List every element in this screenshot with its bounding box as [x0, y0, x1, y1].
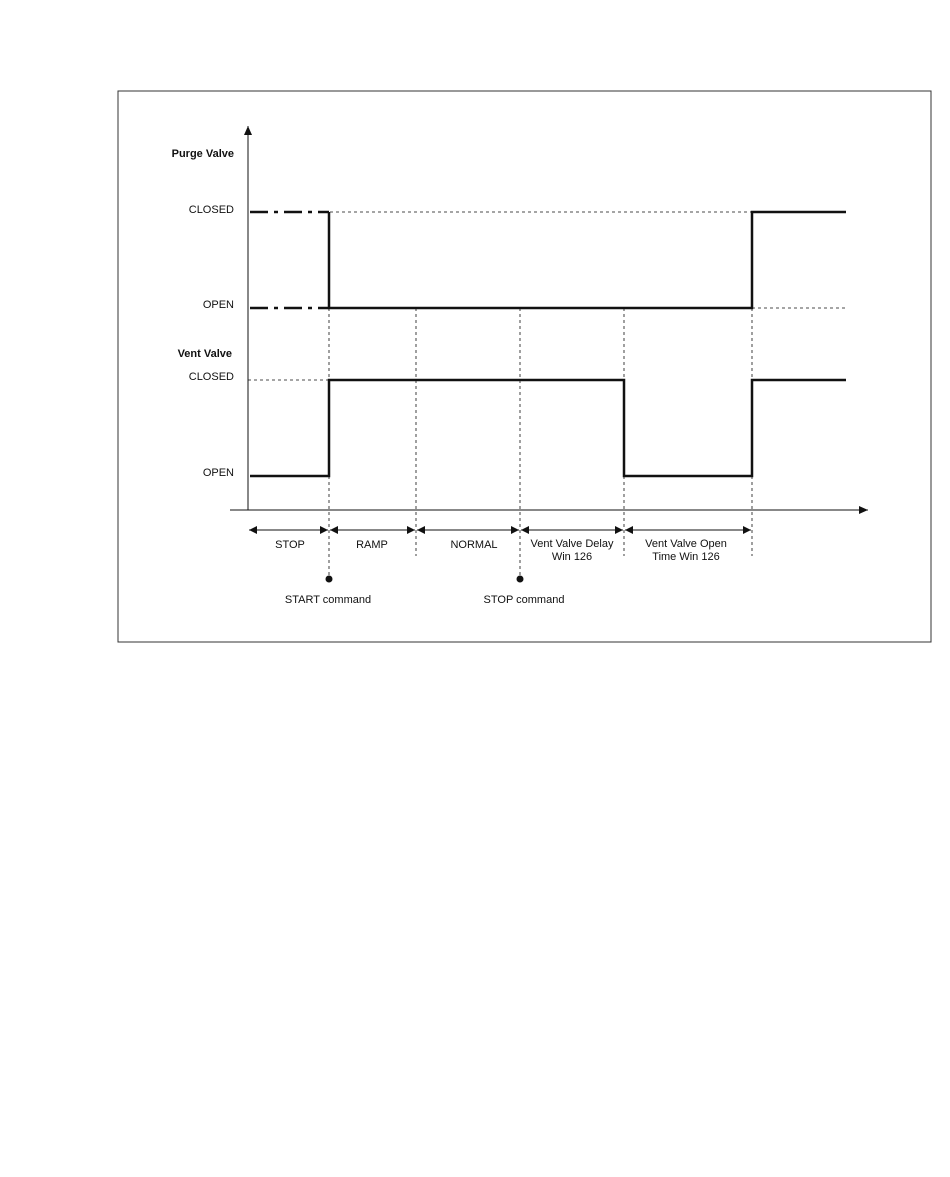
phase-label-vent-open-2: Time Win 126 — [652, 551, 720, 563]
phase-label-ramp: RAMP — [356, 539, 388, 551]
start-command-label: START command — [284, 594, 372, 606]
phase-label-vent-delay-2: Win 126 — [551, 551, 593, 563]
stop-command-label: STOP command — [483, 594, 565, 606]
purge-closed-label: CLOSED — [188, 204, 234, 216]
diagram-frame — [118, 91, 931, 642]
phase-label-vent-delay-1: Vent Valve Delay — [530, 538, 614, 550]
phase-label-vent-open-1: Vent Valve Open — [645, 538, 727, 550]
vent-valve-title: Vent Valve — [177, 348, 232, 360]
start-command-dot — [326, 576, 333, 583]
purge-open-label: OPEN — [202, 299, 234, 311]
purge-valve-title: Purge Valve — [171, 148, 234, 160]
stop-command-dot — [517, 576, 524, 583]
phase-label-stop: STOP — [275, 539, 305, 551]
vent-open-label: OPEN — [202, 467, 234, 479]
vent-closed-label: CLOSED — [188, 371, 234, 383]
phase-label-normal: NORMAL — [450, 539, 498, 551]
